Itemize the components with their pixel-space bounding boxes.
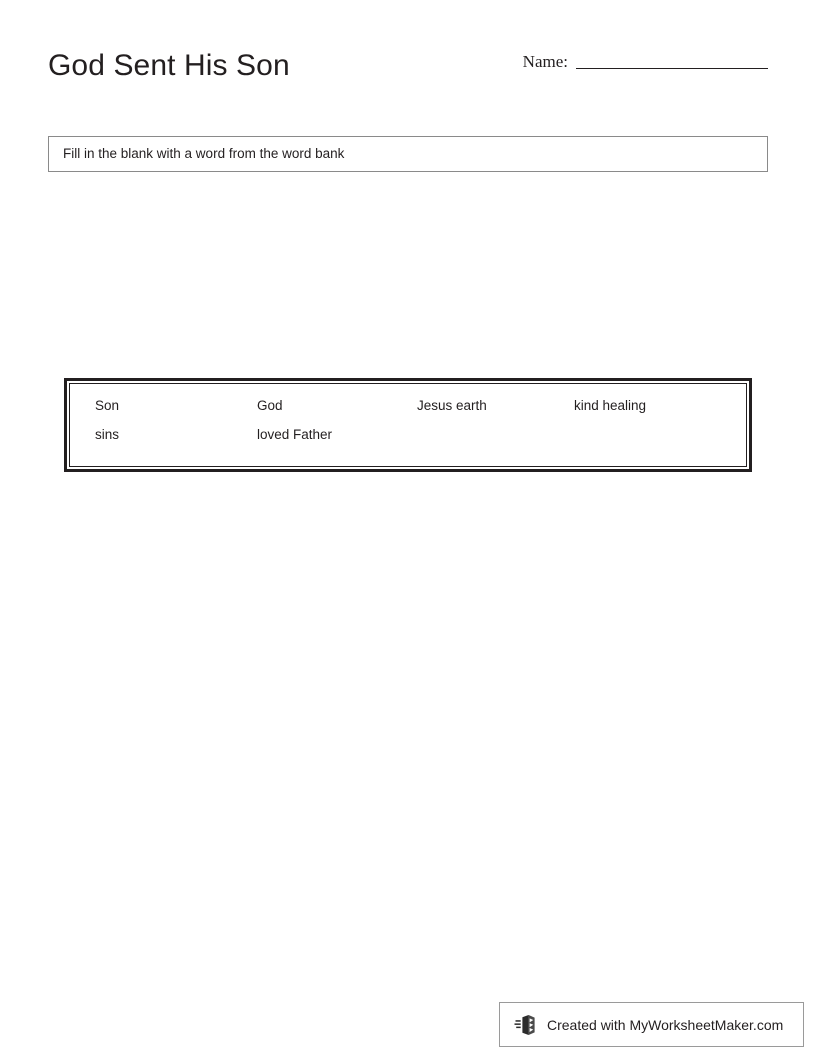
name-input-line[interactable] bbox=[576, 68, 768, 69]
word-bank-item: sins bbox=[95, 427, 120, 442]
word-bank-item: kind healing bbox=[574, 398, 647, 413]
worksheet-header bbox=[48, 46, 768, 92]
instruction-box bbox=[48, 136, 768, 172]
word-bank-item: loved Father bbox=[257, 427, 333, 442]
page-title: God Sent His Son bbox=[48, 49, 290, 82]
footer-attribution-badge[interactable] bbox=[499, 1002, 804, 1047]
word-bank-row bbox=[70, 396, 746, 425]
word-bank-inner-frame bbox=[69, 383, 747, 467]
word-bank-item: Son bbox=[95, 398, 120, 413]
word-bank-row bbox=[70, 425, 746, 454]
name-label: Name: bbox=[522, 52, 568, 71]
myworksheetmaker-logo-icon bbox=[514, 1013, 538, 1037]
word-bank-item: Jesus earth bbox=[417, 398, 487, 413]
name-field-group bbox=[523, 52, 768, 73]
instruction-text: Fill in the blank with a word from the word bank bbox=[63, 146, 345, 161]
word-bank-item: God bbox=[257, 398, 283, 413]
footer-attribution-text: Created with MyWorksheetMaker.com bbox=[547, 1016, 784, 1033]
word-bank bbox=[64, 378, 752, 472]
